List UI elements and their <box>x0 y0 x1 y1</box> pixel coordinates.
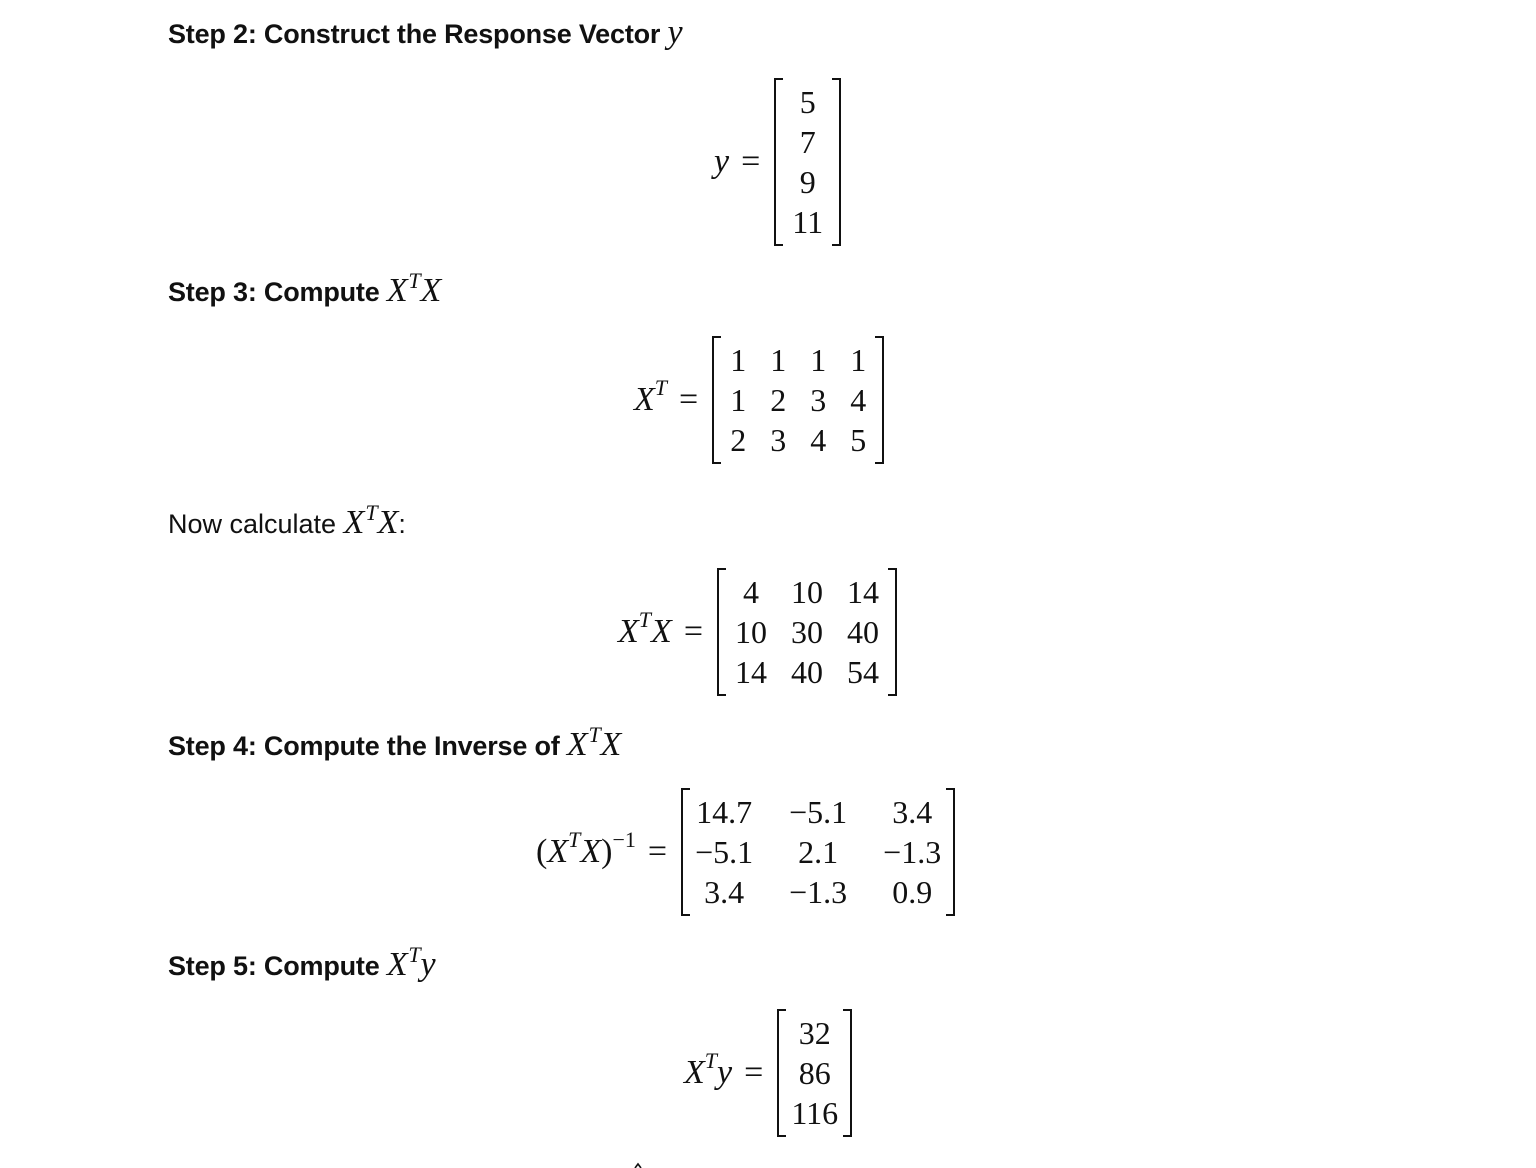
matrix-cell: 1 <box>850 342 867 378</box>
step-3-heading <box>168 268 442 310</box>
matrix-cell: 1 <box>770 342 787 378</box>
math-sup: T <box>654 375 668 400</box>
equals-sign: = <box>647 833 668 870</box>
matrix-cell: 3.4 <box>892 794 933 830</box>
open-paren: ( <box>536 833 548 870</box>
step-2-heading-text: Step 2: Construct the Response Vector <box>168 19 668 49</box>
math-sup: T <box>588 722 601 747</box>
math-base: X <box>343 504 365 541</box>
step-5-heading-text: Step 5: Compute <box>168 951 387 981</box>
matrix-cell: 86 <box>798 1055 831 1091</box>
math-tail: X <box>580 833 602 870</box>
step-4-heading <box>168 722 622 764</box>
equation-x-transpose <box>634 340 884 460</box>
matrix-cell: 54 <box>847 654 879 690</box>
math-base: X <box>386 272 408 309</box>
math-base: X <box>618 613 639 650</box>
math-base: X <box>547 833 569 870</box>
matrix-cell: 1 <box>810 342 827 378</box>
math-sup: T <box>638 607 652 632</box>
matrix-cell: 7 <box>799 124 816 160</box>
matrix-cell: 2 <box>730 422 747 458</box>
step-5-heading <box>168 942 436 984</box>
equation-lhs <box>618 607 672 651</box>
matrix-cell: 1 <box>730 382 747 418</box>
matrix-cell: 9 <box>799 164 816 200</box>
x-transpose-matrix <box>712 340 884 460</box>
math-base: X <box>634 381 655 418</box>
xty-vector-matrix <box>777 1013 852 1133</box>
math-base: X <box>684 1054 705 1091</box>
math-tail: X <box>600 726 622 763</box>
equals-sign: = <box>744 1054 764 1091</box>
math-xtx <box>386 268 442 309</box>
equation-xtx-inverse <box>536 792 955 912</box>
y-vector-matrix <box>774 82 841 242</box>
matrix-cell: 10 <box>791 574 823 610</box>
math-sup: T <box>408 268 421 293</box>
matrix-cell: −1.3 <box>789 874 848 910</box>
math-tail: y <box>420 946 436 983</box>
equation-lhs <box>634 375 668 419</box>
matrix-cell: 5 <box>799 84 816 120</box>
math-sup: T <box>408 942 421 967</box>
matrix-cell: 40 <box>847 614 879 650</box>
matrix-cell: 1 <box>730 342 747 378</box>
math-base: X <box>386 946 408 983</box>
matrix-cell: 4 <box>810 422 827 458</box>
matrix-cell: −5.1 <box>789 794 848 830</box>
matrix-cell: 14.7 <box>696 794 753 830</box>
matrix-cell: 5 <box>850 422 867 458</box>
math-sup: T <box>568 827 581 852</box>
step-3-heading-text: Step 3: Compute <box>168 277 387 307</box>
equation-xty <box>684 1013 852 1133</box>
math-exponent: −1 <box>612 827 636 852</box>
math-tail: y <box>717 1054 733 1091</box>
equation-lhs <box>684 1048 733 1092</box>
matrix-cell: 3 <box>770 422 787 458</box>
now-calculate-paragraph <box>168 500 406 542</box>
paragraph-text: Now calculate <box>168 509 344 539</box>
math-xtx <box>566 722 622 763</box>
matrix-cell: 0.9 <box>892 874 933 910</box>
matrix-cell: 2.1 <box>798 834 839 870</box>
matrix-cell: −5.1 <box>695 834 754 870</box>
matrix-cell: 116 <box>791 1095 839 1131</box>
matrix-cell: 11 <box>792 204 824 240</box>
math-sup: T <box>365 500 378 525</box>
equation-lhs: y <box>714 143 730 180</box>
equals-sign: = <box>741 143 761 180</box>
xtx-matrix <box>717 572 897 692</box>
step-2-heading <box>168 14 682 52</box>
hat-accent-icon <box>634 1160 642 1168</box>
equals-sign: = <box>683 613 703 650</box>
xtx-inverse-matrix <box>681 792 955 912</box>
matrix-cell: 30 <box>791 614 823 650</box>
matrix-cell: 3 <box>810 382 827 418</box>
matrix-cell: 2 <box>770 382 787 418</box>
equation-lhs <box>536 827 636 871</box>
math-xtx <box>343 500 399 541</box>
equation-y-vector <box>714 82 841 242</box>
matrix-cell: 4 <box>743 574 759 610</box>
matrix-cell: 14 <box>847 574 879 610</box>
math-sup: T <box>704 1048 718 1073</box>
matrix-cell: 3.4 <box>704 874 745 910</box>
step-4-heading-text: Step 4: Compute the Inverse of <box>168 731 567 761</box>
math-base: X <box>566 726 588 763</box>
matrix-cell: 14 <box>735 654 767 690</box>
math-tail: X <box>420 272 442 309</box>
matrix-cell: 4 <box>850 382 867 418</box>
math-xty <box>386 942 436 983</box>
equals-sign: = <box>679 381 699 418</box>
math-tail: X <box>651 613 672 650</box>
math-tail: X <box>377 504 399 541</box>
close-paren: ) <box>601 833 613 870</box>
matrix-cell: 10 <box>735 614 767 650</box>
matrix-cell: 40 <box>791 654 823 690</box>
paragraph-suffix: : <box>398 509 406 539</box>
equation-xtx <box>618 572 897 692</box>
matrix-cell: −1.3 <box>883 834 942 870</box>
math-y: y <box>667 14 683 51</box>
matrix-cell: 32 <box>798 1015 831 1051</box>
